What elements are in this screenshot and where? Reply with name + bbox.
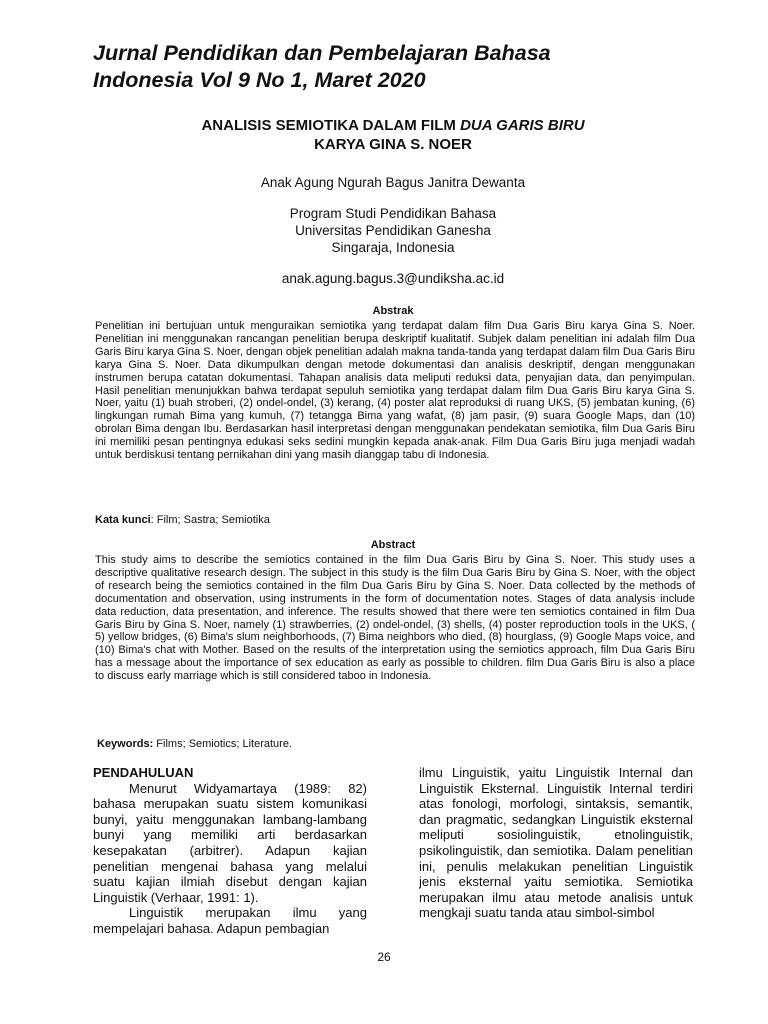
abstract-body: This study aims to describe the semiotics contained in the film Dua Garis Biru by Gina S. Noer. This study uses a descriptive qualitative research design. The subject in this study is the film Dua Garis Biru by Gina S. Noer, with the object of research being the semiotics contained in the film Dua Garis Biru by Gina S. Noer. Data collected by the methods of documentation and observation, using instruments in the form of documentation notes. Stages of data analysis include data reduction, data presentation, and inference. The results showed that there were ten semiotics contained in film Dua Garis Biru by Gina S. Noer, namely (1) strawberries, (2) ondel-ondel, (3) shells, (4) poster reproduction tools in the UKS, ( 5) yellow bridges, (6) Bima's slum neighborhoods, (7) Bima neighbors who died, (8) hourglass, (9) Google Maps voice, and (10) Bima's chat with Mother. Based on the results of the interpretation using the semiotics approach, film Dua Garis Biru has a message about the importance of sex education as early as possible to children. film Dua Garis Biru is also a place to discuss early marriage which is still considered taboo in Indonesia. (95, 554, 695, 683)
title-line1-film: DUA GARIS BIRU (460, 117, 585, 134)
paragraph-text: ilmu Linguistik, yaitu Linguistik Internal dan Linguistik Eksternal. Linguistik Internal terdiri atas fonologi, morfologi, sintaksis, semantik, dan pragmatic, sedangkan Linguistik eksternal meliputi sosiolinguistik, etnolinguistik, psikolinguistik, dan semiotika. Dalam penelitian ini, penulis melakukan penelitian Linguistik jenis eksternal yaitu semiotika. Semiotika merupakan ilmu atau metode analisis untuk mengkaji suatu tanda atau simbol-simbol (419, 765, 693, 921)
abstrak-body: Penelitian ini bertujuan untuk menguraikan semiotika yang terdapat dalam film Dua Garis Biru karya Gina S. Noer. Penelitian ini menggunakan rancangan penelitian berupa deskriptif kualitatif. Subjek dalam penelitian ini adalah film Dua Garis Biru karya Gina S. Noer, dengan objek penelitian adalah makna tanda-tanda yang terdapat dalam film Dua Garis Biru karya Gina S. Noer. Data dikumpulkan dengan metode dokumentasi dan analisis deskriptif, dengan menggunakan instrumen berupa catatan dokumentasi. Tahapan analisis data meliputi reduksi data, penyajian data, dan penyimpulan. Hasil penelitian menunjukkan bahwa terdapat sepuluh semiotika yang terdapat dalam film Dua Garis Biru karya Gina S. Noer, yaitu (1) buah stroberi, (2) ondel-ondel, (3) kerang, (4) poster alat reproduksi di ruang UKS, (5) jembatan kuning, (6) lingkungan rumah Bima yang kumuh, (7) tetangga Bima yang wafat, (8) jam pasir, (9) suara Google Maps, dan (10) obrolan Bima dengan Ibu. Berdasarkan hasil interpretasi dengan menggunakan pendekatan semiotika, film Dua Garis Biru ini memiliki pesan pentingnya edukasi seks sedini mungkin kepada anak-anak. Film Dua Garis Biru juga menjadi wadah untuk berdiskusi tentang pernikahan dini yang masih dianggap tabu di Indonesia. (95, 320, 695, 462)
journal-header-line1: Jurnal Pendidikan dan Pembelajaran Bahasa (93, 41, 551, 65)
kata-kunci-text: : Film; Sastra; Semiotika (150, 514, 270, 526)
abstrak-heading: Abstrak (372, 305, 414, 317)
kata-kunci (95, 514, 270, 526)
affiliation-line: Program Studi Pendidikan Bahasa (289, 206, 497, 221)
kata-kunci-label: Kata kunci (95, 514, 151, 526)
journal-header (93, 40, 653, 94)
paragraph-text: Linguistik merupakan ilmu yang mempelajari bahasa. Adapun pembagian (93, 905, 367, 936)
affiliation (100, 205, 686, 256)
keywords (97, 738, 292, 750)
paragraph (93, 905, 367, 936)
left-column (93, 765, 367, 937)
abstract-heading: Abstract (370, 539, 416, 551)
page-number: 26 (377, 950, 391, 964)
author-name: Anak Agung Ngurah Bagus Janitra Dewanta (260, 175, 526, 190)
keywords-label: Keywords: (97, 738, 154, 750)
keywords-text: Films; Semiotics; Literature. (153, 738, 293, 750)
journal-header-line2: Indonesia Vol 9 No 1, Maret 2020 (93, 68, 426, 92)
paper-title (100, 116, 686, 154)
section-heading-pendahuluan: PENDAHULUAN (93, 765, 194, 780)
title-line2: KARYA GINA S. NOER (314, 136, 472, 153)
author-email: anak.agung.bagus.3@undiksha.ac.id (281, 271, 505, 286)
right-column (419, 765, 693, 921)
affiliation-line: Singaraja, Indonesia (331, 240, 455, 255)
paragraph (93, 781, 367, 906)
title-line1-part1: ANALISIS SEMIOTIKA DALAM FILM (201, 117, 461, 134)
affiliation-line: Universitas Pendidikan Ganesha (295, 223, 491, 238)
paragraph-text: Menurut Widyamartaya (1989: 82) bahasa merupakan suatu sistem komunikasi bunyi, yaitu menggunakan lambang-lambang bunyi yang memiliki arti berdasarkan kesepakatan (arbitrer). Adapun kajian penelitian mengenai bahasa yang melalui suatu kajian ilmiah disebut dengan kajian Linguistik (Verhaar, 1991: 1). (93, 780, 367, 905)
